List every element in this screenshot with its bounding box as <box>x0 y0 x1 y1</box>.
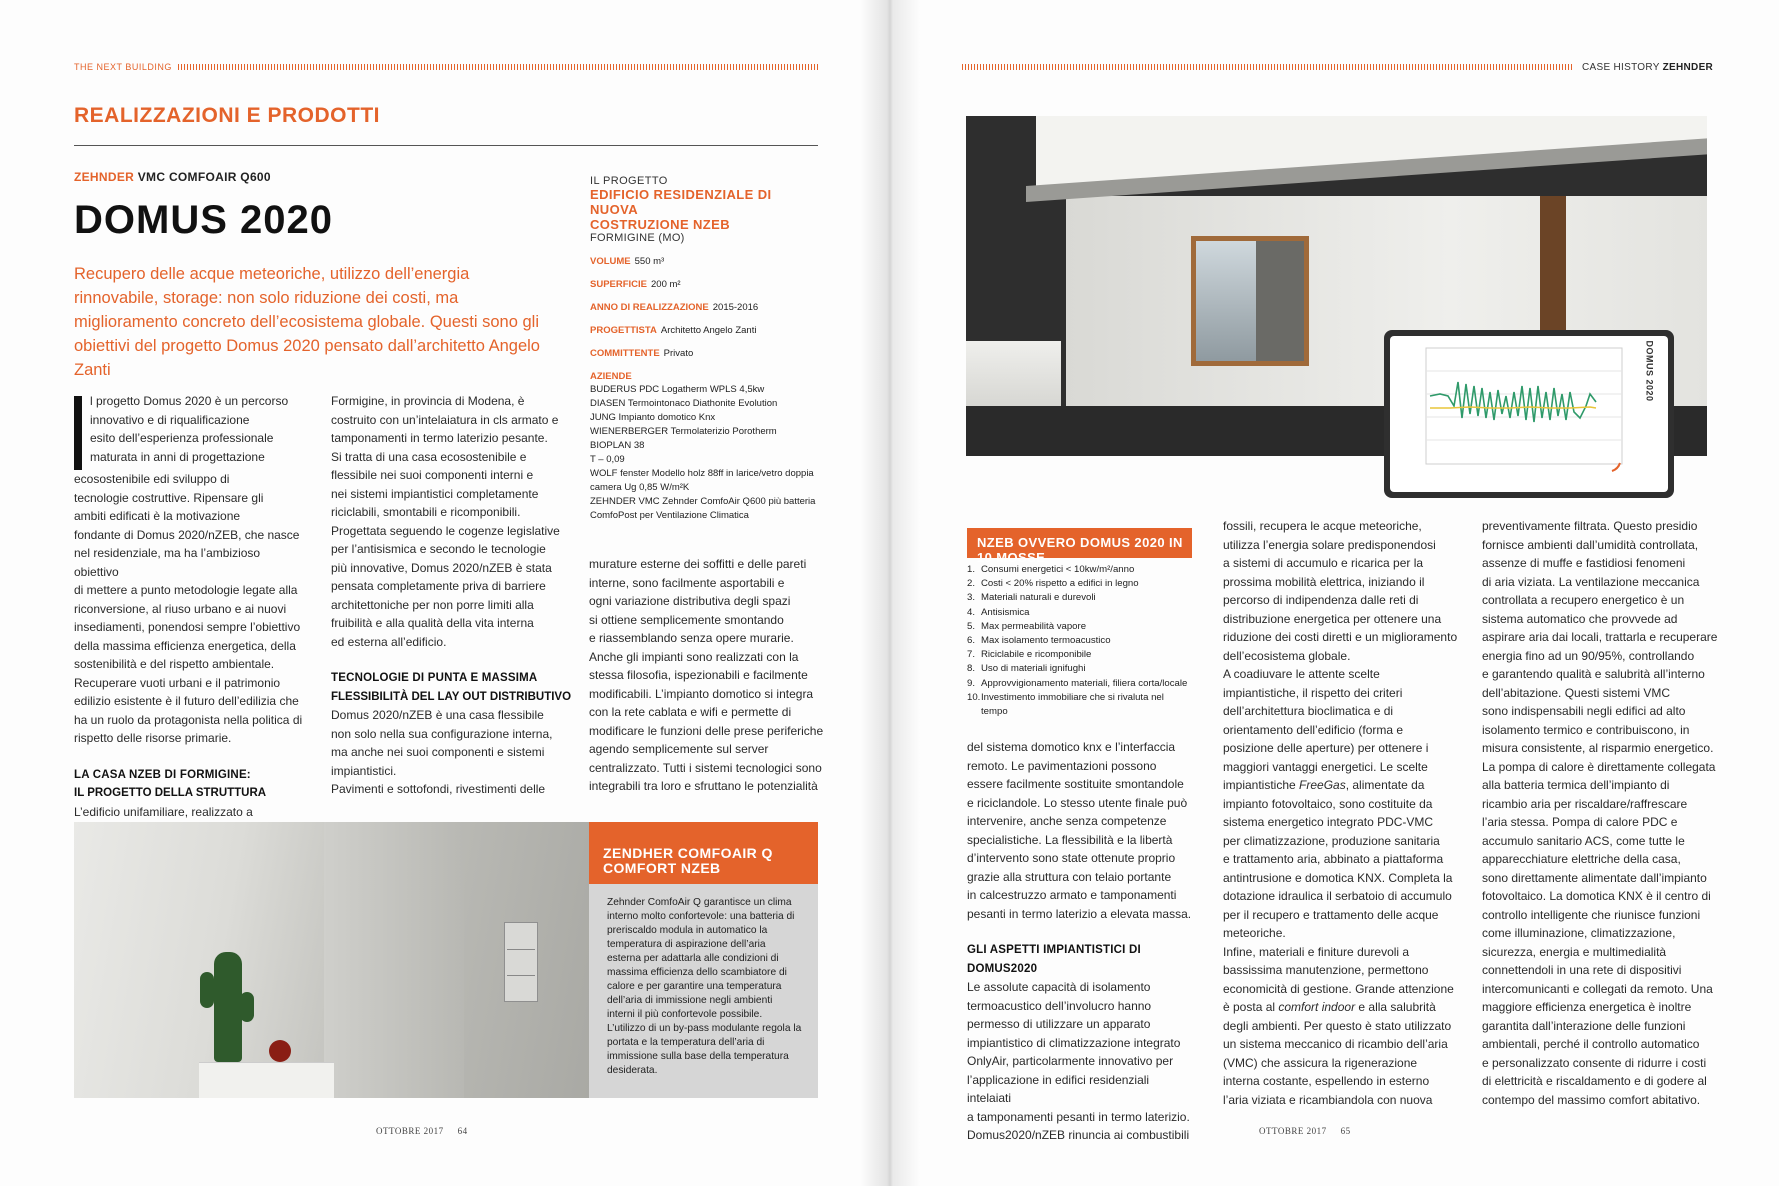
monitoring-tablet <box>1384 330 1674 498</box>
body-line: isolamento termico e contribuiscono, in <box>1482 722 1690 737</box>
folio-month: OTTOBRE 2017 <box>376 1126 444 1136</box>
body-line: accumulo sanitario ACS, come tutte le <box>1482 833 1685 848</box>
body-line: Progettata seguendo le cogenze legislative <box>331 523 560 538</box>
project-infobox <box>590 175 820 523</box>
committente-value: Privato <box>663 348 694 359</box>
body-line: a sistemi di accumulo e ricarica per la <box>1223 556 1424 570</box>
azienda-item: BUDERUS PDC Logatherm WPLS 4,5kw <box>590 384 765 395</box>
promo-title-line-1: ZENDHER COMFOAIR Q <box>603 845 773 861</box>
body-line: ogni variazione distributiva degli spazi <box>589 594 791 608</box>
text-run-italic: comfort indoor <box>1278 1000 1356 1014</box>
anno-value: 2015-2016 <box>712 302 759 313</box>
body-line: utilizza l’energia solare predisponendosi <box>1223 537 1436 552</box>
body-line: nei sistemi impiantistici completamente <box>331 486 539 501</box>
body-line: La pompa di calore è direttamente collegata <box>1482 759 1716 774</box>
body-line: L’edificio unifamiliare, realizzato a <box>74 804 253 819</box>
body-line: Infine, materiali e finiture durevoli a <box>1223 944 1410 959</box>
subheading: FLESSIBILITÀ DEL LAY OUT DISTRIBUTIVO <box>331 690 572 703</box>
body-line: sicurezza, energia e multimedialità <box>1482 944 1667 959</box>
body-line: dell’ecosistema globale. <box>1223 648 1351 663</box>
body-line: garantita dall’interazione delle funzioni <box>1482 1018 1686 1033</box>
body-line: misura consistente, al risparmio energetico. <box>1482 741 1714 755</box>
body-line: meteoriche. <box>1223 926 1286 940</box>
subheading: LA CASA NZEB DI FORMIGINE: <box>74 768 251 781</box>
body-line: interne, sono facilmente asportabili e <box>589 575 785 590</box>
monitoring-screen <box>1390 336 1668 492</box>
running-head-right <box>1582 62 1713 73</box>
infobox-title-1: EDIFICIO RESIDENZIALE DI NUOVA <box>590 187 772 217</box>
list-item: 4. Antisismica <box>967 606 1192 620</box>
body-line: preventivamente filtrata. Questo presidio <box>1482 519 1698 533</box>
azienda-item: JUNG Impianto domotico Knx <box>590 412 716 423</box>
photo-cactus <box>214 952 242 1062</box>
list-item-text: Approvvigionamento materiali, filiera corta/locale <box>981 677 1188 689</box>
body-line: e riassemblando senza opere murarie. <box>589 631 794 645</box>
infobox-superficie <box>590 279 820 290</box>
list-item-text: Max permeabilità vapore <box>981 620 1087 632</box>
body-line: A coadiuvare le attente scelte <box>1223 667 1380 681</box>
body-line: l’aria stessa. Pompa di calore PDC e <box>1482 815 1678 829</box>
body-line: Anche gli impianti sono realizzati con la <box>589 649 799 664</box>
body-line: assenze di muffe e fastidiosi fenomeni <box>1482 556 1686 570</box>
list-item: 1. Consumi energetici < 10kw/m²/anno <box>967 563 1192 577</box>
body-line: apparecchiature elettriche della casa, <box>1482 852 1681 866</box>
folio-right <box>1259 1126 1351 1136</box>
body-line: per il recupero e trattamento delle acque <box>1223 907 1439 922</box>
azienda-item: ZEHNDER VMC Zehnder ComfoAir Q600 più batteria <box>590 496 816 507</box>
body-line: pesanti in termo laterizio a elevata massa. <box>967 906 1192 921</box>
body-line: intercomunicanti e collegati da remoto. Una <box>1482 981 1713 996</box>
body-line: innovativo e di riqualificazione <box>90 412 250 427</box>
aziende-list <box>590 383 820 523</box>
body-column-2 <box>331 392 576 799</box>
body-line: riciclabili, smontabili e ricomponibili. <box>331 505 521 519</box>
body-line: distribuzione energetica per ottenere una <box>1223 611 1442 626</box>
progettista-value: Architetto Angelo Zanti <box>660 325 757 336</box>
body-line <box>1223 776 1458 795</box>
list-item-text: Antisismica <box>981 606 1030 618</box>
body-line: l progetto Domus 2020 è un percorso <box>90 394 289 408</box>
running-head-left: THE NEXT BUILDING <box>74 62 172 72</box>
nzeb-box-title: NZEB OVVERO DOMUS 2020 IN 10 MOSSE <box>967 528 1192 558</box>
nzeb-list <box>967 563 1192 719</box>
body-line: intervenire, anche senza competenze <box>967 814 1167 828</box>
body-line: Domus2020/nZEB rinuncia ai combustibili <box>967 1128 1190 1142</box>
infobox-committente <box>590 348 820 359</box>
body-line: costruito con un’intelaiatura in cls armato e <box>331 412 559 427</box>
promo-title <box>589 822 818 884</box>
photo-wall <box>324 822 464 1098</box>
body-line: pensata completamente priva di barriere <box>331 579 546 593</box>
azienda-item: camera Ug 0,85 W/m²K <box>590 482 690 493</box>
folio-left <box>376 1126 468 1136</box>
article-title: DOMUS 2020 <box>74 198 333 242</box>
section-rule <box>74 145 818 146</box>
body-line: controllo intelligente che riunisce funzioni <box>1482 907 1701 922</box>
body-line: OnlyAir, particolarmente innovativo per <box>967 1054 1174 1068</box>
infobox-anno <box>590 302 820 313</box>
body-line: ha un ruolo da protagonista nella politica di <box>74 712 303 727</box>
list-item-text: Max isolamento termoacustico <box>981 635 1111 647</box>
superficie-value: 200 m² <box>651 279 681 290</box>
article-lede: Recupero delle acque meteoriche, utilizzo dell’energia rinnovabile, storage: non solo riduzione dei costi, ma miglioramento concreto dell’ecosistema globale. Questi sono gli obiettivi del progetto Domus 2020 pensato dall’architetto Angelo Zanti <box>74 265 540 379</box>
body-line: stessa filosofia, ispezionabili e facilmente <box>589 668 808 682</box>
azienda-item: ComfoPost per Ventilazione Climatica <box>590 510 749 521</box>
body-line: murature esterne dei soffitti e delle pareti <box>589 557 807 571</box>
body-line: si ottiene semplicemente smontando <box>589 612 784 627</box>
body-line: non solo nella sua configurazione interna, <box>331 726 553 741</box>
body-line: l’aria viziata e ricambiandola con nuova <box>1223 1092 1433 1107</box>
list-item-text: Materiali naturali e durevoli <box>981 592 1096 604</box>
brand-line <box>74 170 271 184</box>
promo-body: Zehnder ComfoAir Q garantisce un clima interno molto confortevole: una batteria di preriscaldo modula in automatico la temperatura di aspirazione dell’aria esterna per adattarla alle condizioni di massima efficienza dello scambiatore di calore e per garantire una temperatura dell’aria di immissione negli ambienti interni il più confortevole possibile. L’utilizzo di un by-pass modulante regola la portata e la temperatura dell’aria di immissione sulla base della temperatura desiderata. <box>607 897 802 1076</box>
body-line: di elettricità e riscaldamento e di godere al <box>1482 1074 1707 1088</box>
body-line: Pavimenti e sottofondi, rivestimenti delle <box>331 782 546 796</box>
body-line: modificabili. L’impianto domotico si integra <box>589 686 814 701</box>
text-run: impiantistiche <box>1223 778 1300 792</box>
body-line: Recuperare vuoti urbani e il patrimonio <box>74 675 281 690</box>
list-item: 6. Max isolamento termoacustico <box>967 634 1192 648</box>
subheading: IL PROGETTO DELLA STRUTTURA <box>74 787 267 799</box>
body-line: architettoniche per non porre limiti alla <box>331 597 534 612</box>
body-line: prossima mobilità elettrica, iniziando il <box>1223 574 1425 589</box>
list-item-text: Riciclabile e ricomponibile <box>981 649 1092 661</box>
infobox-volume <box>590 256 820 267</box>
list-item-text: Consumi energetici < 10kw/m²/anno <box>981 564 1135 575</box>
text-run: è posta al <box>1223 1000 1279 1014</box>
body-line: contempo del massimo comfort abitativo. <box>1482 1092 1701 1107</box>
text-run-italic: FreeGas <box>1299 778 1346 792</box>
list-item: 10. Investimento immobiliare che si rivaluta nel tempo <box>967 691 1192 719</box>
body-line: ecosostenibile edi sviluppo di <box>74 472 230 486</box>
list-item-text: Uso di materiali ignifughi <box>981 663 1086 675</box>
right-body-column-2 <box>1223 517 1458 1109</box>
body-line: integrabili tra loro e sfruttano le potenzialità <box>589 779 818 793</box>
body-line: sono direttamente alimentate dall’impianto <box>1482 870 1707 885</box>
photo-ornament <box>269 1040 291 1062</box>
body-line: fruibilità e alla qualità della vita interna <box>331 616 534 630</box>
body-line: ricambio aria per riscaldare/raffrescare <box>1482 796 1688 811</box>
body-line: (VMC) che assicura la rigenerazione <box>1223 1055 1418 1070</box>
body-line: di mettere a punto metodologie legate alla <box>74 583 298 597</box>
infobox-progettista <box>590 325 820 336</box>
infobox-title-2: COSTRUZIONE NZEB <box>590 217 731 232</box>
body-line: d’intervento sono state ottenute proprio <box>967 851 1176 865</box>
body-line: dotazione idraulica il serbatoio di accumulo <box>1223 889 1452 903</box>
body-line: maggiore efficienza energetica è inoltre <box>1482 1000 1692 1014</box>
body-line: fotovoltaico. La domotica KNX è il centro di <box>1482 889 1711 903</box>
interior-photo <box>74 822 589 1098</box>
body-line: impiantistici. <box>331 763 397 778</box>
photo-wall-switch <box>504 922 538 1002</box>
body-column-3 <box>589 555 824 796</box>
photo-balcony <box>966 341 1061 411</box>
left-page <box>0 0 889 1186</box>
body-line: più innovative, Domus 2020/nZEB è stata <box>331 560 552 575</box>
body-line: a tamponamenti pesanti in termo laterizio. <box>967 1109 1190 1124</box>
body-line: e trattamento aria, abbinato a piattaforma <box>1223 852 1444 866</box>
list-item: 8. Uso di materiali ignifughi <box>967 662 1192 676</box>
body-line: rispetto delle risorse primarie. <box>74 731 232 745</box>
body-line: modificare le funzioni delle prese periferiche <box>589 723 824 738</box>
infobox-location: FORMIGINE (MO) <box>590 232 685 244</box>
body-line: controllata a recupero energetico è un <box>1482 593 1685 607</box>
body-line: ma anche nei suoi componenti e sistemi <box>331 745 545 759</box>
body-line: della massima efficienza energetica, della <box>74 638 296 653</box>
body-line: impianto fotovoltaico, sono costituite da <box>1223 796 1433 811</box>
body-line: degli ambienti. Per questo è stato utilizzato <box>1223 1018 1452 1033</box>
list-item-text: Investimento immobiliare che si rivaluta nel tempo <box>981 691 1164 718</box>
body-line: l’applicazione in edifici residenziali intelaiati <box>967 1072 1150 1105</box>
promo-box <box>589 822 818 1098</box>
body-line: energia fino ad un 90/95%, controllando <box>1482 648 1695 663</box>
body-line: connettendoli in una rete di dispositivi <box>1482 963 1682 977</box>
body-column-1 <box>74 392 304 821</box>
text-run: , alimentate da <box>1345 778 1425 792</box>
photo-window <box>1191 236 1309 366</box>
body-line: dell’abitazione. Questi sistemi VMC <box>1482 685 1671 700</box>
body-line: sono indispensabili negli edifici ad alto <box>1482 704 1686 718</box>
body-line: alla batteria termica dell’impianto di <box>1482 778 1670 792</box>
drop-cap-letter <box>74 396 82 470</box>
subheading: GLI ASPETTI IMPIANTISTICI DI DOMUS2020 <box>967 944 1141 975</box>
graph-series-yellow <box>1430 407 1596 408</box>
body-line: termoacustico dell’involucro hanno <box>967 998 1152 1013</box>
body-line: nel residenziale, ma ha l’ambizioso obiettivo <box>74 546 261 579</box>
list-item: 2. Costi < 20% rispetto a edifici in legno <box>967 577 1192 591</box>
body-line: agendo semplicemente sul server <box>589 742 769 756</box>
progettista-key: PROGETTISTA <box>590 325 657 336</box>
folio-month: OTTOBRE 2017 <box>1259 1126 1327 1136</box>
body-line: un sistema meccanico di ricambio dell’aria <box>1223 1037 1448 1051</box>
body-line: remoto. Le pavimentazioni possono <box>967 758 1157 773</box>
temperature-graph <box>1390 336 1668 492</box>
body-line: antintrusione e domotica KNX. Completa la <box>1223 870 1453 885</box>
product-name: VMC COMFOAIR Q600 <box>137 170 271 184</box>
committente-key: COMMITTENTE <box>590 348 660 359</box>
body-line: tamponamenti in termo laterizio pesante. <box>331 431 548 445</box>
body-line: in calcestruzzo armato e tamponamenti <box>967 888 1177 902</box>
text-run: e alla salubrità <box>1355 1000 1436 1014</box>
volume-value: 550 m³ <box>634 256 665 267</box>
section-title: REALIZZAZIONI E PRODOTTI <box>74 104 380 127</box>
azienda-item: WOLF fenster Modello holz 88ff in larice/vetro doppia <box>590 468 814 479</box>
body-line: e garantendo qualità e salubrità all’interno <box>1482 667 1705 681</box>
list-item: 7. Riciclabile e ricomponibile <box>967 648 1192 662</box>
azienda-item: DIASEN Termointonaco Diathonite Evolution <box>590 398 778 409</box>
right-body-column-1 <box>967 738 1192 1145</box>
body-line: ambiti edificati è la motivazione <box>74 509 241 523</box>
page-number: 65 <box>1340 1126 1351 1136</box>
list-item: 9. Approvvigionamento materiali, filiera corta/locale <box>967 677 1192 691</box>
body-line: interna costante, espellendo in esterno <box>1223 1074 1430 1088</box>
body-line: essere facilmente sostituite smontandole <box>967 777 1184 791</box>
body-line: Si tratta di una casa ecosostenibile e <box>331 449 527 464</box>
body-line: permesso di utilizzare un apparato <box>967 1017 1151 1031</box>
body-line: sistema automatico che provvede ad <box>1482 611 1678 626</box>
anno-key: ANNO DI REALIZZAZIONE <box>590 302 709 313</box>
body-line: maturata in anni di progettazione <box>90 449 265 464</box>
body-line: impiantistiche, il rispetto dei criteri <box>1223 685 1403 700</box>
body-line: aspirare aria dai locali, trattarla e recuperare <box>1482 630 1718 644</box>
body-line: Formigine, in provincia di Modena, è <box>331 394 525 408</box>
body-line: edilizio esistente è il futuro dell’edilizia che <box>74 694 299 708</box>
subheading: TECNOLOGIE DI PUNTA E MASSIMA <box>331 672 538 684</box>
brand-name: ZEHNDER <box>74 170 135 184</box>
body-line: posizione delle aperture) per ottenere i <box>1223 741 1429 755</box>
body-line: del sistema domotico knx e l’interfaccia <box>967 740 1176 754</box>
body-line: con la rete cablata e wifi e permette di <box>589 705 792 719</box>
body-line: Le assolute capacità di isolamento <box>967 980 1151 994</box>
running-head-rule-right <box>962 64 1574 70</box>
body-line: e personalizzato consente di ridurre i costi <box>1482 1055 1707 1070</box>
body-line: riduzione dei costi diretti e un miglioramento <box>1223 630 1458 644</box>
body-line: riconversione, al riuso urbano e ai nuovi <box>74 601 287 616</box>
screen-logo: DOMUS 2020 <box>1644 340 1655 402</box>
photo-cabinet <box>199 1062 334 1098</box>
body-line: Domus 2020/nZEB è una casa flessibile <box>331 708 544 722</box>
body-line: tecnologie costruttive. Ripensare gli <box>74 490 264 505</box>
running-head-rule-left <box>178 64 818 70</box>
promo-title-line-2: COMFORT NZEB <box>603 860 721 876</box>
infobox-label: IL PROGETTO <box>590 175 668 187</box>
body-line: fossili, recupera le acque meteoriche, <box>1223 519 1422 533</box>
body-line: dell’architettura bioclimatica e di <box>1223 704 1394 718</box>
body-line: fondante di Domus 2020/nZEB, che nasce <box>74 527 300 542</box>
body-line: specialistiche. La flessibilità e la libertà <box>967 832 1173 847</box>
body-line: percorso di indipendenza dalle reti di <box>1223 593 1419 607</box>
list-item: 5. Max permeabilità vapore <box>967 620 1192 634</box>
body-line: esito dell’esperienza professionale <box>90 431 274 445</box>
body-line: impiantistico di climatizzazione integrato <box>967 1035 1181 1050</box>
body-line: come illuminazione, climatizzazione, <box>1482 926 1676 940</box>
body-line: ambientali, perché il controllo automatico <box>1482 1037 1700 1051</box>
body-line: economicità di gestione. Grande attenzione <box>1223 981 1454 996</box>
body-line: bassissima manutenzione, permettono <box>1223 963 1429 977</box>
body-line <box>1223 998 1458 1017</box>
body-line: insediamenti, ponendosi sempre l’obiettivo <box>74 620 301 634</box>
aziende-key: AZIENDE <box>590 371 632 382</box>
list-item-text: Costi < 20% rispetto a edifici in legno <box>981 578 1139 590</box>
running-head-brand: ZEHNDER <box>1662 62 1714 73</box>
body-line: flessibile nei suoi componenti interni e <box>331 468 534 482</box>
list-item: 3. Materiali naturali e durevoli <box>967 591 1192 605</box>
running-head-section: CASE HISTORY <box>1582 62 1660 73</box>
page-number: 64 <box>457 1126 468 1136</box>
body-line: maggiori vantaggi energetici. Le scelte <box>1223 759 1428 774</box>
body-line: di aria viziata. La ventilazione meccanica <box>1482 574 1700 589</box>
body-line: e riciclandole. Lo stesso utente finale può <box>967 795 1188 810</box>
body-line: per l’antisismica e secondo le tecnologie <box>331 542 546 556</box>
body-line: fornisce ambienti dall’umidità controllata, <box>1482 537 1699 552</box>
body-line: grazie alla struttura con telaio portante <box>967 869 1172 884</box>
body-line: per climatizzazione, produzione sanitaria <box>1223 833 1440 848</box>
graph-series-green <box>1430 382 1596 422</box>
body-line: sistema energetico integrato PDC-VMC <box>1223 815 1434 829</box>
body-line: sostenibilità e del rispetto ambientale. <box>74 657 275 671</box>
body-line: ed esterna all’edificio. <box>331 634 447 649</box>
azienda-item: T – 0,09 <box>590 454 625 465</box>
superficie-key: SUPERFICIE <box>590 279 648 290</box>
azienda-item: WIENERBERGER Termolaterizio Porotherm BIOPLAN 38 <box>590 426 777 451</box>
volume-key: VOLUME <box>590 256 631 267</box>
body-line: orientamento dell’edificio (forma e <box>1223 722 1404 737</box>
body-line: centralizzato. Tutti i sistemi tecnologici sono <box>589 760 822 775</box>
right-body-column-3 <box>1482 517 1722 1109</box>
